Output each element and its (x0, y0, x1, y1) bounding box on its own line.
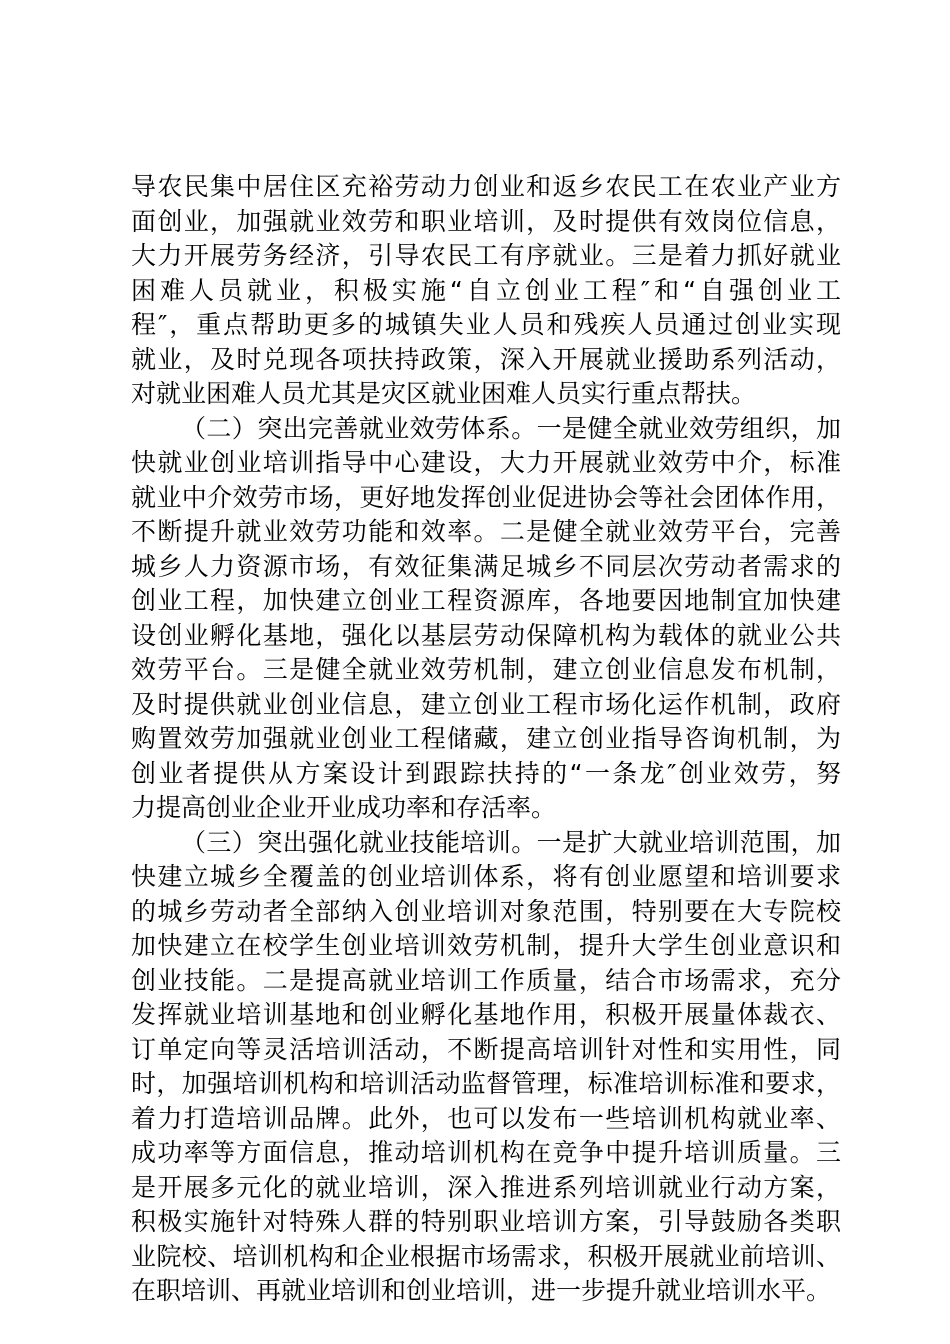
text-line: 效劳平台。三是健全就业效劳机制，建立创业信息发布机制， (131, 655, 841, 684)
text-line: 快就业创业培训指导中心建设，大力开展就业效劳中介，标准 (131, 448, 841, 477)
text-line: 业院校、培训机构和企业根据市场需求，积极开展就业前培训、 (131, 1241, 841, 1271)
text-line: 的城乡劳动者全部纳入创业培训对象范围，特别要在大专院校 (131, 896, 841, 926)
text-line: 订单定向等灵活培训活动，不断提高培训针对性和实用性，同 (131, 1034, 841, 1064)
text-line: 城乡人力资源市场，有效征集满足城乡不同层次劳动者需求的 (131, 551, 841, 581)
text-line: 导农民集中居住区充裕劳动力创业和返乡农民工在农业产业方 (131, 172, 841, 201)
text-line: 创业技能。二是提高就业培训工作质量，结合市场需求，充分 (131, 965, 841, 995)
text-line: 积极实施针对特殊人群的特别职业培训方案，引导鼓励各类职 (131, 1207, 841, 1236)
text-line: 购置效劳加强就业创业工程储藏，建立创业指导咨询机制，为 (131, 724, 841, 753)
text-line: 困难人员就业，积极实施“自立创业工程″和“自强创业工 (131, 275, 841, 305)
text-line: 程″，重点帮助更多的城镇失业人员和残疾人员通过创业实现 (131, 310, 841, 339)
text-line: 及时提供就业创业信息，建立创业工程市场化运作机制，政府 (131, 689, 841, 719)
body-text (131, 170, 841, 1309)
text-line: 面创业，加强就业效劳和职业培训，及时提供有效岗位信息， (131, 206, 841, 236)
text-line: 创业工程，加快建立创业工程资源库，各地要因地制宜加快建 (131, 586, 841, 615)
text-line: 大力开展劳务经济，引导农民工有序就业。三是着力抓好就业 (131, 241, 841, 270)
text-line: （二）突出完善就业效劳体系。一是健全就业效劳组织，加 (181, 413, 841, 443)
text-line: 成功率等方面信息，推动培训机构在竞争中提升培训质量。三 (131, 1138, 841, 1167)
text-line: 设创业孵化基地，强化以基层劳动保障机构为载体的就业公共 (131, 620, 841, 650)
text-line: 在职培训、再就业培训和创业培训，进一步提升就业培训水平。 (131, 1276, 832, 1305)
text-line: 创业者提供从方案设计到跟踪扶持的“一条龙″创业效劳，努 (131, 758, 841, 788)
text-line: 对就业困难人员尤其是灾区就业困难人员实行重点帮扶。 (131, 379, 757, 408)
text-line: 快建立城乡全覆盖的创业培训体系，将有创业愿望和培训要求 (131, 862, 841, 891)
text-line: 不断提升就业效劳功能和效率。二是健全就业效劳平台，完善 (131, 517, 841, 546)
text-line: 时，加强培训机构和培训活动监督管理，标准培训标准和要求， (131, 1069, 841, 1098)
text-line: 着力打造培训品牌。此外，也可以发布一些培训机构就业率、 (131, 1103, 841, 1133)
text-line: 就业中介效劳市场，更好地发挥创业促进协会等社会团体作用， (131, 482, 841, 512)
text-line: 力提高创业企业开业成功率和存活率。 (131, 793, 557, 822)
text-line: 是开展多元化的就业培训，深入推进系列培训就业行动方案， (131, 1172, 841, 1202)
text-line: 就业，及时兑现各项扶持政策，深入开展就业援助系列活动， (131, 344, 841, 374)
text-line: （三）突出强化就业技能培训。一是扩大就业培训范围，加 (181, 827, 841, 857)
text-line: 加快建立在校学生创业培训效劳机制，提升大学生创业意识和 (131, 931, 841, 960)
text-line: 发挥就业培训基地和创业孵化基地作用，积极开展量体裁衣、 (131, 1000, 841, 1029)
